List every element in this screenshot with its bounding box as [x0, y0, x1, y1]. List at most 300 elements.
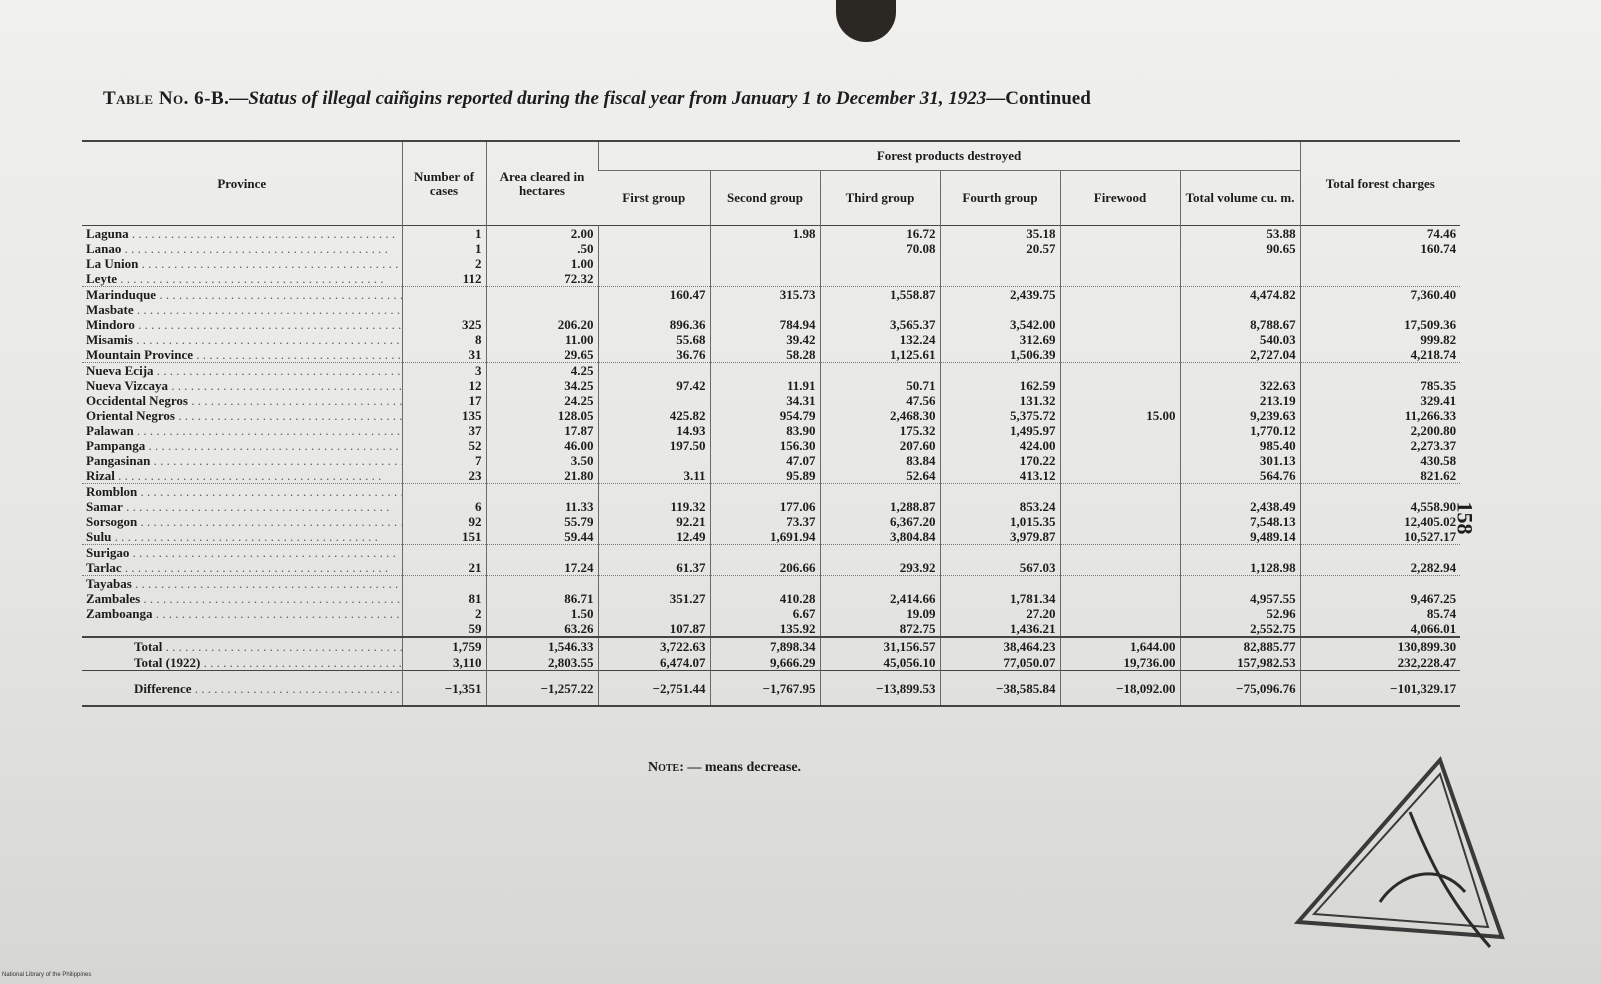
cell-second: 135.92 — [710, 621, 820, 637]
cell-province: Misamis . . . — [82, 332, 402, 347]
cell-province: Oriental Negros . . . — [82, 408, 402, 423]
cell-area: 55.79 — [486, 514, 598, 529]
cell-charges: 85.74 — [1300, 606, 1460, 621]
cell-province: Pangasinan . . . — [82, 453, 402, 468]
cell-second: 6.67 — [710, 606, 820, 621]
table-row — [82, 545, 1460, 561]
difference-section — [82, 671, 1460, 707]
cell-fourth — [940, 545, 1060, 561]
cell-second: 177.06 — [710, 499, 820, 514]
cell-volume — [1180, 484, 1300, 500]
cell-charges: 11,266.33 — [1300, 408, 1460, 423]
cell-third: 207.60 — [820, 438, 940, 453]
cell-cases: 6 — [402, 499, 486, 514]
cell-second: 1,691.94 — [710, 529, 820, 545]
cell-first — [598, 453, 710, 468]
cell-second: 1.98 — [710, 226, 820, 242]
table-row — [82, 606, 1460, 621]
cell-province: Marinduque . . . — [82, 287, 402, 303]
table-row — [82, 591, 1460, 606]
cell-fourth: 131.32 — [940, 393, 1060, 408]
cell-cases: 151 — [402, 529, 486, 545]
cell-charges — [1300, 302, 1460, 317]
cell-second: 206.66 — [710, 560, 820, 576]
cell-first — [598, 302, 710, 317]
cell-second: 58.28 — [710, 347, 820, 363]
cell-cases: 92 — [402, 514, 486, 529]
table-row — [82, 529, 1460, 545]
cell-cases: 52 — [402, 438, 486, 453]
table-row — [82, 468, 1460, 484]
header-volume: Total volume cu. m. — [1180, 171, 1300, 226]
cell-area: 1.50 — [486, 606, 598, 621]
cell-first — [598, 393, 710, 408]
cell-province: Sulu . . . — [82, 529, 402, 545]
total-1922-firewood: 19,736.00 — [1060, 654, 1180, 671]
total-1922-charges: 232,228.47 — [1300, 654, 1460, 671]
cell-firewood — [1060, 499, 1180, 514]
cell-fourth — [940, 484, 1060, 500]
cell-firewood — [1060, 378, 1180, 393]
cell-area: 21.80 — [486, 468, 598, 484]
table-note — [648, 760, 801, 776]
table-row — [82, 438, 1460, 453]
cell-charges — [1300, 576, 1460, 592]
cell-third: 1,125.61 — [820, 347, 940, 363]
cell-area — [486, 287, 598, 303]
cell-province: Romblon . . . — [82, 484, 402, 500]
cell-first: 92.21 — [598, 514, 710, 529]
cell-first: 61.37 — [598, 560, 710, 576]
cell-firewood — [1060, 423, 1180, 438]
cell-province: Zambales . . . — [82, 591, 402, 606]
cell-third: 175.32 — [820, 423, 940, 438]
cell-cases: 1 — [402, 226, 486, 242]
caption-lead: Table No. 6-B. — [103, 88, 230, 109]
cell-fourth: 853.24 — [940, 499, 1060, 514]
cell-firewood — [1060, 453, 1180, 468]
cell-cases: 3 — [402, 363, 486, 379]
difference-area: −1,257.22 — [486, 671, 598, 707]
cell-province: Palawan . . . — [82, 423, 402, 438]
cell-charges — [1300, 271, 1460, 287]
cell-third: 2,468.30 — [820, 408, 940, 423]
cell-charges: 17,509.36 — [1300, 317, 1460, 332]
table-row — [82, 363, 1460, 379]
cell-volume: 52.96 — [1180, 606, 1300, 621]
cell-firewood — [1060, 287, 1180, 303]
cell-first: 119.32 — [598, 499, 710, 514]
table-row — [82, 621, 1460, 637]
cell-volume: 8,788.67 — [1180, 317, 1300, 332]
cell-province: Tarlac . . . — [82, 560, 402, 576]
cell-volume: 985.40 — [1180, 438, 1300, 453]
cell-third — [820, 545, 940, 561]
cell-fourth: 1,495.97 — [940, 423, 1060, 438]
cell-area: 63.26 — [486, 621, 598, 637]
cell-cases — [402, 545, 486, 561]
cell-fourth: 2,439.75 — [940, 287, 1060, 303]
total-cases: 1,759 — [402, 637, 486, 654]
cell-fourth: 1,436.21 — [940, 621, 1060, 637]
total-1922-second: 9,666.29 — [710, 654, 820, 671]
cell-charges — [1300, 545, 1460, 561]
cell-fourth: 413.12 — [940, 468, 1060, 484]
cell-province: Lanao . . . — [82, 241, 402, 256]
cell-fourth: 162.59 — [940, 378, 1060, 393]
cell-volume: 4,957.55 — [1180, 591, 1300, 606]
cell-first: 36.76 — [598, 347, 710, 363]
cell-area: 11.00 — [486, 332, 598, 347]
cell-fourth: 27.20 — [940, 606, 1060, 621]
cell-second — [710, 256, 820, 271]
total-fourth: 38,464.23 — [940, 637, 1060, 654]
cell-cases: 8 — [402, 332, 486, 347]
cell-cases: 31 — [402, 347, 486, 363]
cell-firewood — [1060, 591, 1180, 606]
cell-fourth — [940, 302, 1060, 317]
cell-firewood — [1060, 468, 1180, 484]
cell-volume: 2,727.04 — [1180, 347, 1300, 363]
cell-first — [598, 484, 710, 500]
cell-cases: 81 — [402, 591, 486, 606]
table-row — [82, 484, 1460, 500]
cell-area: 1.00 — [486, 256, 598, 271]
header-second-group: Second group — [710, 171, 820, 226]
cell-first — [598, 226, 710, 242]
cell-third: 3,565.37 — [820, 317, 940, 332]
cell-firewood — [1060, 606, 1180, 621]
cell-first: 107.87 — [598, 621, 710, 637]
cell-firewood — [1060, 484, 1180, 500]
table-row — [82, 423, 1460, 438]
cell-area: 17.87 — [486, 423, 598, 438]
cell-volume: 53.88 — [1180, 226, 1300, 242]
cell-cases: 112 — [402, 271, 486, 287]
cell-volume: 2,552.75 — [1180, 621, 1300, 637]
cell-area: 2.00 — [486, 226, 598, 242]
cell-third: 1,558.87 — [820, 287, 940, 303]
cell-fourth: 1,015.35 — [940, 514, 1060, 529]
header-fourth-group: Fourth group — [940, 171, 1060, 226]
table-row — [82, 499, 1460, 514]
cell-province: Nueva Ecija . . . — [82, 363, 402, 379]
caingin-status-table — [82, 140, 1460, 707]
cell-area: .50 — [486, 241, 598, 256]
table-row — [82, 241, 1460, 256]
cell-first: 896.36 — [598, 317, 710, 332]
cell-area — [486, 484, 598, 500]
table-row — [82, 302, 1460, 317]
cell-charges: 2,273.37 — [1300, 438, 1460, 453]
cell-firewood — [1060, 271, 1180, 287]
cell-charges: 430.58 — [1300, 453, 1460, 468]
cell-second: 156.30 — [710, 438, 820, 453]
cell-province: La Union . . . — [82, 256, 402, 271]
cell-cases: 7 — [402, 453, 486, 468]
cell-third: 2,414.66 — [820, 591, 940, 606]
cell-third — [820, 363, 940, 379]
cell-fourth — [940, 271, 1060, 287]
cell-second: 95.89 — [710, 468, 820, 484]
cell-province — [82, 621, 402, 637]
difference-second: −1,767.95 — [710, 671, 820, 707]
cell-cases: 1 — [402, 241, 486, 256]
cell-firewood — [1060, 363, 1180, 379]
table-row — [82, 453, 1460, 468]
cell-province: Pampanga . . . — [82, 438, 402, 453]
cell-first — [598, 363, 710, 379]
cell-province: Surigao . . . — [82, 545, 402, 561]
cell-third: 3,804.84 — [820, 529, 940, 545]
difference-charges: −101,329.17 — [1300, 671, 1460, 707]
cell-first — [598, 545, 710, 561]
cell-area — [486, 545, 598, 561]
cell-volume: 90.65 — [1180, 241, 1300, 256]
cell-fourth: 5,375.72 — [940, 408, 1060, 423]
total-third: 31,156.57 — [820, 637, 940, 654]
cell-volume: 9,239.63 — [1180, 408, 1300, 423]
cell-volume: 213.19 — [1180, 393, 1300, 408]
cell-province: Zamboanga . . . — [82, 606, 402, 621]
difference-volume: −75,096.76 — [1180, 671, 1300, 707]
cell-charges — [1300, 363, 1460, 379]
cell-area: 206.20 — [486, 317, 598, 332]
table-row — [82, 347, 1460, 363]
cell-area: 29.65 — [486, 347, 598, 363]
table-row — [82, 287, 1460, 303]
cell-area: 24.25 — [486, 393, 598, 408]
total-1922-cases: 3,110 — [402, 654, 486, 671]
cell-charges: 74.46 — [1300, 226, 1460, 242]
total-1922-label: Total (1922) . . . — [82, 654, 402, 671]
cell-third: 872.75 — [820, 621, 940, 637]
cell-cases: 2 — [402, 256, 486, 271]
total-1922-volume: 157,982.53 — [1180, 654, 1300, 671]
cell-third: 52.64 — [820, 468, 940, 484]
difference-third: −13,899.53 — [820, 671, 940, 707]
cell-first: 97.42 — [598, 378, 710, 393]
cell-charges — [1300, 484, 1460, 500]
table-row — [82, 271, 1460, 287]
cell-firewood — [1060, 347, 1180, 363]
cell-second — [710, 302, 820, 317]
cell-cases: 23 — [402, 468, 486, 484]
table-row — [82, 576, 1460, 592]
cell-fourth: 20.57 — [940, 241, 1060, 256]
header-area: Area cleared in hectares — [486, 141, 598, 226]
cell-fourth: 567.03 — [940, 560, 1060, 576]
table-row — [82, 332, 1460, 347]
total-firewood: 1,644.00 — [1060, 637, 1180, 654]
cell-volume: 301.13 — [1180, 453, 1300, 468]
difference-fourth: −38,585.84 — [940, 671, 1060, 707]
cell-volume — [1180, 302, 1300, 317]
cell-first: 55.68 — [598, 332, 710, 347]
header-charges: Total forest charges — [1300, 141, 1460, 226]
header-province: Province — [217, 175, 267, 191]
difference-row — [82, 671, 1460, 707]
cell-charges: 999.82 — [1300, 332, 1460, 347]
cell-charges: 10,527.17 — [1300, 529, 1460, 545]
cell-charges: 4,066.01 — [1300, 621, 1460, 637]
total-charges: 130,899.30 — [1300, 637, 1460, 654]
cell-fourth: 1,506.39 — [940, 347, 1060, 363]
cell-firewood — [1060, 332, 1180, 347]
cell-third: 6,367.20 — [820, 514, 940, 529]
cell-firewood — [1060, 226, 1180, 242]
cell-second: 784.94 — [710, 317, 820, 332]
cell-cases: 37 — [402, 423, 486, 438]
table-row — [82, 408, 1460, 423]
cell-area: 59.44 — [486, 529, 598, 545]
header-forest-products: Forest products destroyed — [598, 141, 1300, 171]
committee-stamp — [1290, 752, 1510, 952]
cell-volume: 540.03 — [1180, 332, 1300, 347]
cell-third: 293.92 — [820, 560, 940, 576]
note-text: — means decrease. — [683, 760, 802, 775]
cell-area: 3.50 — [486, 453, 598, 468]
cell-volume — [1180, 256, 1300, 271]
total-label: Total . . . — [82, 637, 402, 654]
cell-area: 46.00 — [486, 438, 598, 453]
cell-province: Leyte . . . — [82, 271, 402, 287]
cell-fourth — [940, 576, 1060, 592]
cell-first: 160.47 — [598, 287, 710, 303]
note-lead: Note: — [648, 760, 684, 775]
cell-area: 86.71 — [486, 591, 598, 606]
cell-second: 83.90 — [710, 423, 820, 438]
cell-charges: 9,467.25 — [1300, 591, 1460, 606]
cell-first — [598, 241, 710, 256]
cell-firewood — [1060, 545, 1180, 561]
cell-second: 410.28 — [710, 591, 820, 606]
cell-cases: 12 — [402, 378, 486, 393]
cell-firewood — [1060, 560, 1180, 576]
total-second: 7,898.34 — [710, 637, 820, 654]
cell-volume — [1180, 576, 1300, 592]
header-first-group: First group — [598, 171, 710, 226]
total-first: 3,722.63 — [598, 637, 710, 654]
cell-province: Mindoro . . . — [82, 317, 402, 332]
cell-firewood — [1060, 621, 1180, 637]
cell-second: 315.73 — [710, 287, 820, 303]
cell-area — [486, 302, 598, 317]
cell-firewood — [1060, 317, 1180, 332]
cell-firewood — [1060, 241, 1180, 256]
table-row — [82, 317, 1460, 332]
library-footer: National Library of the Philippines — [2, 972, 92, 978]
cell-fourth: 35.18 — [940, 226, 1060, 242]
cell-first: 3.11 — [598, 468, 710, 484]
cell-cases — [402, 302, 486, 317]
cell-third: 132.24 — [820, 332, 940, 347]
cell-first — [598, 271, 710, 287]
cell-second — [710, 545, 820, 561]
total-1922-row — [82, 654, 1460, 671]
cell-third: 83.84 — [820, 453, 940, 468]
cell-first: 351.27 — [598, 591, 710, 606]
total-volume: 82,885.77 — [1180, 637, 1300, 654]
cell-area: 34.25 — [486, 378, 598, 393]
cell-fourth: 312.69 — [940, 332, 1060, 347]
cell-province: Samar . . . — [82, 499, 402, 514]
caption-continued: —Continued — [986, 88, 1091, 109]
cell-volume: 7,548.13 — [1180, 514, 1300, 529]
cell-fourth: 3,979.87 — [940, 529, 1060, 545]
cell-cases: 135 — [402, 408, 486, 423]
table-row — [82, 560, 1460, 576]
cell-volume — [1180, 363, 1300, 379]
cell-third — [820, 302, 940, 317]
cell-third: 47.56 — [820, 393, 940, 408]
cell-area: 17.24 — [486, 560, 598, 576]
difference-first: −2,751.44 — [598, 671, 710, 707]
cell-third: 16.72 — [820, 226, 940, 242]
cell-third — [820, 256, 940, 271]
cell-second — [710, 241, 820, 256]
cell-cases: 59 — [402, 621, 486, 637]
cell-charges: 4,218.74 — [1300, 347, 1460, 363]
totals-section — [82, 637, 1460, 671]
cell-cases: 325 — [402, 317, 486, 332]
cell-volume: 4,474.82 — [1180, 287, 1300, 303]
cell-first: 14.93 — [598, 423, 710, 438]
cell-area: 72.32 — [486, 271, 598, 287]
cell-charges — [1300, 256, 1460, 271]
cell-firewood — [1060, 256, 1180, 271]
cell-second: 47.07 — [710, 453, 820, 468]
cell-second: 34.31 — [710, 393, 820, 408]
cell-area: 4.25 — [486, 363, 598, 379]
header-third-group: Third group — [820, 171, 940, 226]
cell-volume: 1,770.12 — [1180, 423, 1300, 438]
cell-firewood — [1060, 514, 1180, 529]
cell-first: 425.82 — [598, 408, 710, 423]
cell-volume: 9,489.14 — [1180, 529, 1300, 545]
cell-fourth — [940, 363, 1060, 379]
cell-volume: 1,128.98 — [1180, 560, 1300, 576]
cell-first: 12.49 — [598, 529, 710, 545]
cell-province: Laguna . . . — [82, 226, 402, 242]
cell-second — [710, 484, 820, 500]
cell-volume: 564.76 — [1180, 468, 1300, 484]
cell-cases: 2 — [402, 606, 486, 621]
table-row — [82, 256, 1460, 271]
cell-charges: 821.62 — [1300, 468, 1460, 484]
cell-cases — [402, 576, 486, 592]
cell-cases: 21 — [402, 560, 486, 576]
cell-area — [486, 576, 598, 592]
cell-area: 128.05 — [486, 408, 598, 423]
cell-third — [820, 484, 940, 500]
cell-charges: 785.35 — [1300, 378, 1460, 393]
cell-second — [710, 363, 820, 379]
cell-firewood: 15.00 — [1060, 408, 1180, 423]
cell-second: 73.37 — [710, 514, 820, 529]
table-row — [82, 393, 1460, 408]
cell-charges: 329.41 — [1300, 393, 1460, 408]
cell-volume: 2,438.49 — [1180, 499, 1300, 514]
cell-fourth: 170.22 — [940, 453, 1060, 468]
cell-firewood — [1060, 529, 1180, 545]
total-1922-third: 45,056.10 — [820, 654, 940, 671]
cell-fourth: 424.00 — [940, 438, 1060, 453]
cell-province: Mountain Province . . . — [82, 347, 402, 363]
cell-fourth: 1,781.34 — [940, 591, 1060, 606]
cell-third: 1,288.87 — [820, 499, 940, 514]
cell-fourth — [940, 256, 1060, 271]
